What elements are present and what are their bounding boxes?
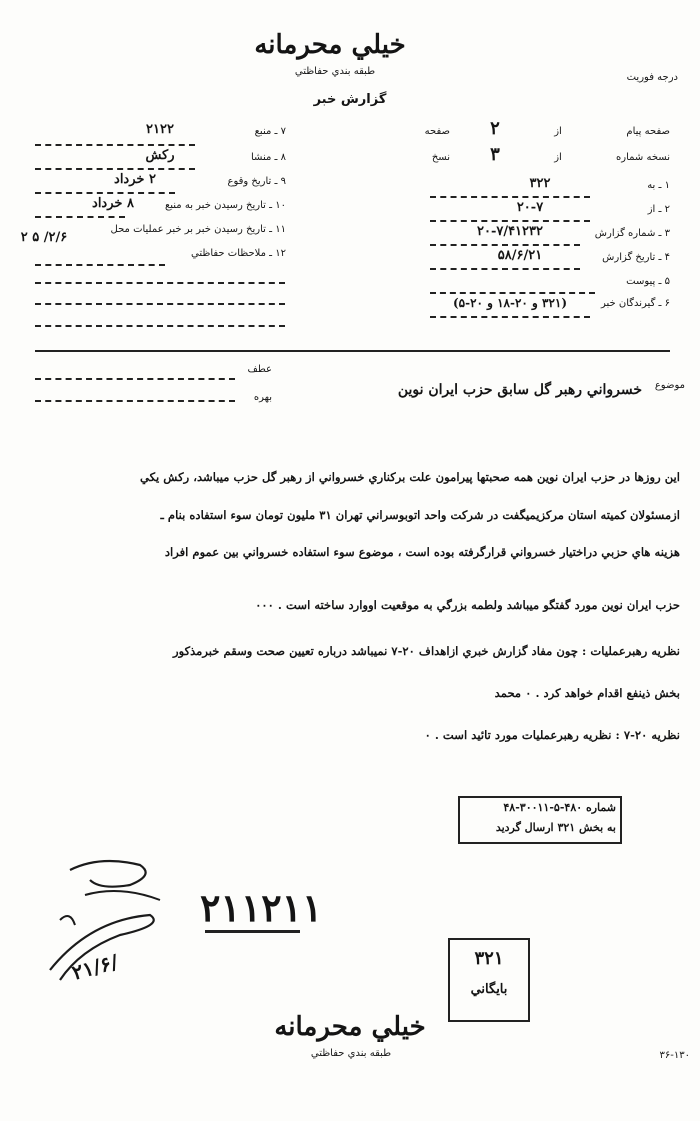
opinion-line: بخش ذينفع اقدام خواهد كرد . ۰ محمد [494, 686, 680, 700]
subject-label: موضوع [654, 380, 685, 391]
body-line: ازمسئولان كميته استان مركزيميگفت در شركت واحد اتوبوسراني تهران ۳۱ ملیون تومان سوء استفاده بنام ـ [160, 508, 680, 522]
body-line: اين روزها در حزب ايران نوين همه صحبتها پيرامون علت بركناري خسرواني از رهبر گل حزب ميباشد، ركش يكي [139, 470, 680, 484]
field-value: ۳۲۲ [529, 176, 551, 191]
field-label: ۴ ـ تاريخ گزارش [602, 252, 670, 263]
field-label: ۱۱ ـ تاريخ رسيدن خبر بر خبر عمليات محل [110, 224, 286, 235]
field-label: صفحه پيام [626, 126, 670, 137]
opinion-line: نظريه رهبرعمليات : چون مفاد گزارش خبري ازاهداف ۲۰-۷ نميباشد درباره تعيين صحت وسقم خبرمذكور [172, 644, 680, 658]
field-value: ۸ خرداد [92, 196, 134, 211]
field-label: نسخه شماره [616, 152, 670, 163]
report-title: گزارش خبر [313, 92, 387, 107]
handwritten-number: ۲۱۱۲۱۱ [200, 885, 323, 930]
field-value: ۲۰-۷/۴۱۲۳۲ [476, 224, 543, 239]
body-line: هزينه هاي حزبي دراختيار خسرواني قرارگرفته بوده است ، موضوع سوء استفاده خسرواني بين عموم افراد [164, 545, 680, 559]
field-label: ۷ ـ منبع [254, 126, 286, 137]
form-number: ۳۶-۱۳۰ [659, 1050, 690, 1061]
body-line: حزب ايران نوين مورد گفتگو ميباشد ولطمه بزرگي به موقعيت اووارد ساخته است . ۰۰۰ [255, 598, 680, 612]
priority-label: درجه فوريت [626, 72, 678, 83]
field-value: ۳ [490, 144, 500, 165]
signature-date: ۲۱/۶/ [69, 949, 121, 985]
classification-bottom: خيلي محرمانه [274, 1012, 426, 1042]
classification-top-sub: طبقه بندي حفاظتي [294, 66, 376, 77]
field-mid: از [554, 152, 562, 163]
field-suffix: نسخ [431, 152, 450, 163]
field-value: ۲۱۲۲ [146, 122, 174, 137]
classification-top: خيلي محرمانه [254, 30, 406, 60]
atf-label: عطف [247, 364, 272, 375]
field-value: ۲ [490, 118, 500, 139]
classification-bottom-sub: طبقه بندي حفاظتي [310, 1048, 392, 1059]
field-value: ۲/۶/ ۵ ۲ [20, 230, 68, 245]
field-label: ۲ ـ از [647, 204, 670, 215]
approval-line: نظريه ۲۰-۷ : نظريه رهبرعمليات مورد تائيد است . ۰ [424, 728, 680, 742]
field-suffix: صفحه [424, 126, 450, 137]
bahr-label: بهره [253, 392, 272, 403]
field-label: ۹ ـ تاريخ وقوع [227, 176, 286, 187]
field-label: ۵ ـ پيوست [626, 276, 670, 287]
separator-line [35, 350, 670, 352]
field-label: ۸ ـ منشا [250, 152, 286, 163]
field-value: (۳۲۱ و ۲۰-۱۸ و ۲۰-۵) [452, 296, 568, 310]
field-value: ۲۰-۷ [516, 200, 544, 215]
stamp-line1: شماره ۴۸۰-۵-۳۰۰۱۱-۴۸ [503, 801, 616, 814]
stamp-line2: به بخش ۳۲۱ ارسال گرديد [495, 821, 616, 834]
field-value: ۲ خرداد [114, 172, 156, 187]
subject-text: خسرواني رهبر گل سابق حزب ايران نوين [397, 382, 642, 398]
field-value: رکش [145, 148, 175, 163]
archive-stamp [448, 938, 530, 1022]
archive-sub: بايگاني [470, 982, 508, 997]
field-label: ۱۲ ـ ملاحظات حفاظتي [191, 248, 286, 259]
field-label: ۳ ـ شماره گزارش [594, 228, 670, 239]
dispatch-stamp [458, 796, 622, 844]
field-label: ۱۰ ـ تاريخ رسيدن خبر به منبع [164, 200, 286, 211]
field-value: ۵۸/۶/۲۱ [497, 248, 543, 263]
archive-number: ۳۲۱ [474, 948, 504, 969]
field-label: ۶ ـ گيرندگان خبر [600, 298, 670, 309]
field-mid: از [554, 126, 562, 137]
field-label: ۱ ـ به [647, 180, 670, 191]
